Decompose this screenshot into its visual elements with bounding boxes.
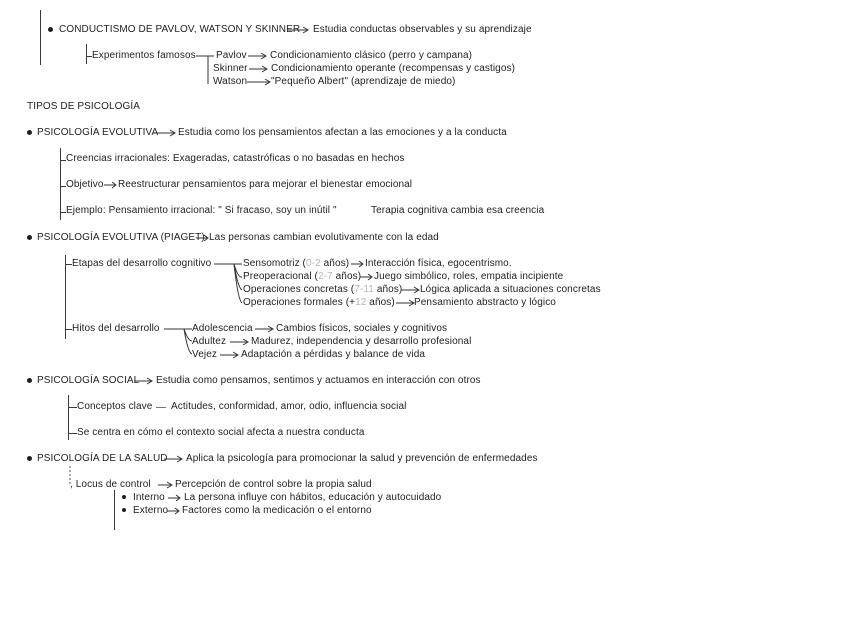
- etapa-name: Preoperacional (: [243, 271, 318, 282]
- arrow-right-icon: [396, 299, 416, 307]
- arrow-right-icon: [248, 52, 268, 60]
- arrow-right-icon: [134, 377, 154, 385]
- evolutiva-desc: Estudia como los pensamientos afectan a las emociones y a la conducta: [178, 127, 507, 138]
- centra-connector: [69, 433, 77, 434]
- etapa-age: 2-7: [317, 271, 333, 282]
- etapa-concretas-desc: Lógica aplicada a situaciones concretas: [420, 284, 601, 295]
- centra-text: Se centra en cómo el contexto social afecta a nuestra conducta: [77, 427, 365, 438]
- arrow-right-icon: [287, 26, 311, 34]
- creencias-text: Creencias irracionales: Exageradas, catastróficas o no basadas en hechos: [66, 153, 405, 164]
- experimento-pavlov: Pavlov: [216, 50, 247, 61]
- etapa-formales-desc: Pensamiento abstracto y lógico: [414, 297, 556, 308]
- hito-adultez: Adultez: [192, 336, 227, 347]
- arrow-right-icon: [158, 481, 174, 489]
- objetivo-desc: Reestructurar pensamientos para mejorar el bienestar emocional: [118, 179, 413, 190]
- bullet-icon: [27, 456, 32, 461]
- locus-vertical-line: [114, 490, 115, 530]
- social-title: PSICOLOGÍA SOCIAL: [37, 375, 140, 386]
- hitos-bracket: [164, 323, 194, 359]
- etapa-preoperacional: [243, 271, 361, 283]
- bullet-icon: [48, 27, 53, 32]
- etapa-suffix: años): [366, 297, 395, 308]
- etapa-sensomotriz-desc: Interacción física, egocentrismo.: [365, 258, 512, 269]
- experimento-pavlov-desc: Condicionamiento clásico (perro y campana): [270, 50, 473, 61]
- bullet-icon: [27, 235, 32, 240]
- ejemplo-text: Ejemplo: Pensamiento irracional: " Si fracaso, soy un inútil ": [66, 205, 337, 216]
- terapia-text: Terapia cognitiva cambia esa creencia: [371, 205, 545, 216]
- bullet-icon: [122, 508, 126, 512]
- experimentos-vertical-line: [86, 44, 87, 64]
- locus-interno: Interno: [133, 492, 165, 503]
- etapa-age: 7-11: [354, 284, 374, 295]
- etapa-suffix: años): [320, 258, 350, 269]
- etapa-age: 0-2: [306, 258, 321, 269]
- experimentos-label: Experimentos famosos: [92, 50, 196, 61]
- conductismo-vertical-line: [40, 10, 41, 65]
- etapa-suffix: años): [373, 284, 403, 295]
- etapa-formales: [243, 297, 395, 309]
- etapa-suffix: años): [332, 271, 362, 282]
- arrow-right-icon: [196, 234, 210, 242]
- evolutiva-title: PSICOLOGÍA EVOLUTIVA: [37, 127, 159, 138]
- hito-adolescencia: Adolescencia: [192, 323, 253, 334]
- arrow-right-icon: [220, 351, 240, 359]
- etapa-sensomotriz: [243, 258, 349, 270]
- arrow-right-icon: [247, 78, 271, 86]
- locus-externo: Externo: [133, 505, 169, 516]
- hito-adultez-desc: Madurez, independencia y desarrollo profesional: [251, 336, 472, 347]
- conceptos-connector: [69, 407, 77, 408]
- experimento-skinner-desc: Condicionamiento operante (recompensas y castigos): [271, 63, 516, 74]
- arrow-right-icon: [249, 65, 269, 73]
- social-desc: Estudia como pensamos, sentimos y actuamos en interacción con otros: [156, 375, 481, 386]
- tipos-heading: TIPOS DE PSICOLOGÍA: [27, 101, 141, 112]
- arrow-right-icon: [167, 507, 181, 515]
- etapa-age: 12: [355, 297, 367, 308]
- hito-adolescencia-desc: Cambios físicos, sociales y cognitivos: [276, 323, 448, 334]
- etapa-concretas: [243, 284, 402, 296]
- evolutiva-vertical-line: [60, 148, 61, 220]
- arrow-right-icon: [351, 260, 365, 268]
- etapa-name: Sensomotriz (: [243, 258, 306, 269]
- arrow-right-icon: [230, 338, 250, 346]
- piaget-desc: Las personas cambian evolutivamente con la edad: [209, 232, 439, 243]
- etapa-name: Operaciones concretas (: [243, 284, 355, 295]
- hitos-label: Hitos del desarrollo: [72, 323, 160, 334]
- conductismo-title: CONDUCTISMO DE PAVLOV, WATSON Y SKINNER: [59, 24, 301, 35]
- etapa-name: Operaciones formales (+: [243, 297, 356, 308]
- experimento-watson-desc: "Pequeño Albert" (aprendizaje de miedo): [271, 76, 456, 87]
- locus-interno-desc: La persona influye con hábitos, educación y autocuidado: [184, 492, 442, 503]
- locus-desc: Percepción de control sobre la propia salud: [175, 479, 372, 490]
- piaget-title: PSICOLOGÍA EVOLUTIVA (PIAGET): [37, 232, 205, 243]
- salud-desc: Aplica la psicología para promocionar la salud y prevención de enfermedades: [186, 453, 538, 464]
- conceptos-dash: [156, 407, 166, 408]
- conceptos-desc: Actitudes, conformidad, amor, odio, influencia social: [171, 401, 407, 412]
- locus-externo-desc: Factores como la medicación o el entorno: [182, 505, 372, 516]
- experimento-skinner: Skinner: [213, 63, 248, 74]
- experimento-watson: Watson: [213, 76, 248, 87]
- locus-label: , Locus de control: [70, 479, 151, 490]
- etapas-bracket: [214, 258, 244, 306]
- arrow-right-icon: [104, 181, 118, 189]
- conductismo-desc: Estudia conductas observables y su aprendizaje: [313, 24, 532, 35]
- hito-vejez: Vejez: [192, 349, 217, 360]
- etapas-label: Etapas del desarrollo cognitivo: [72, 258, 212, 269]
- hito-vejez-desc: Adaptación a pérdidas y balance de vida: [241, 349, 426, 360]
- arrow-right-icon: [255, 325, 275, 333]
- bullet-icon: [122, 495, 126, 499]
- arrow-right-icon: [168, 494, 182, 502]
- arrow-right-icon: [401, 286, 421, 294]
- etapa-preoperacional-desc: Juego simbólico, roles, empatia incipiente: [374, 271, 564, 282]
- bullet-icon: [27, 378, 32, 383]
- arrow-right-icon: [153, 129, 177, 137]
- arrow-right-icon: [164, 455, 184, 463]
- conceptos-label: Conceptos clave: [77, 401, 153, 412]
- salud-title: PSICOLOGÍA DE LA SALUD: [37, 453, 168, 464]
- piaget-vertical-line: [65, 255, 66, 339]
- bullet-icon: [27, 130, 32, 135]
- objetivo-label: Objetivo: [66, 179, 104, 190]
- arrow-right-icon: [360, 273, 374, 281]
